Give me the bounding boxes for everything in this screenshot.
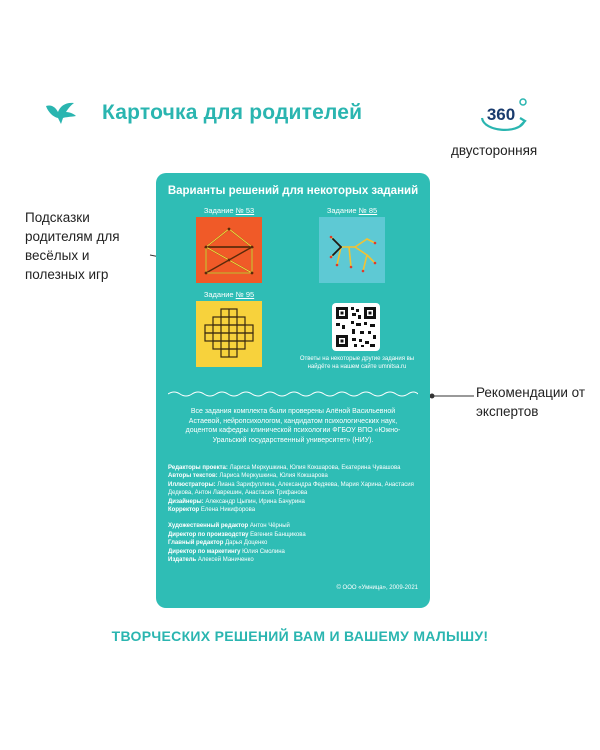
credits-block: [168, 464, 418, 564]
credit-row: Авторы текстов: Лариса Меркушкина, Юлия Кокшарова: [168, 473, 328, 480]
credit-row: Иллюстраторы: Лиана Зарифуллина, Александра Федяева, Мария Харина, Анастасия Дедкова, Антон Лаврешин, Анастасия Трифанова: [168, 481, 414, 497]
credit-row: Дизайнеры: Александр Цыпин, Ирина Бачурина: [168, 498, 305, 505]
slogan: ТВОРЧЕСКИХ РЕШЕНИЙ ВАМ И ВАШЕМУ МАЛЫШУ!: [111, 628, 489, 644]
credit-row: Редакторы проекта: Лариса Меркушкина, Юлия Кокшарова, Екатерина Чувашова: [168, 465, 401, 471]
wave-divider: [168, 389, 418, 399]
bird-logo-icon: [44, 100, 78, 126]
badge-360-text: 360: [486, 105, 516, 124]
credit-row: Директор по маркетингу Юлия Смолина: [168, 548, 285, 555]
task-number: № 53: [235, 206, 255, 215]
task-prefix: Задание: [203, 206, 234, 215]
task-prefix: Задание: [326, 206, 357, 215]
task-prefix: Задание: [203, 290, 234, 299]
qr-caption: Ответы на некоторые другие задания вы найдёте на нашем сайте umnitsa.ru: [299, 356, 415, 370]
task-label-95: [189, 290, 269, 299]
task-95-image: [196, 301, 262, 367]
card-title: Варианты решений для некоторых заданий: [167, 185, 419, 197]
expert-review-text: Все задания комплекта были проверены Алёной Васильевной Астаевой, нейропсихологом, кандидатом психологических наук, доцентом кафедры клинической психологии ФГБОУ ВПО «Южно-Уральский государственный университет» (НИУ).: [185, 408, 401, 444]
callout-dot-right: [430, 394, 435, 399]
credit-row: Издатель Алексей Маниченко: [168, 557, 254, 564]
note-experts: Рекомендации от экспертов: [476, 385, 586, 419]
rotate-360-icon: [478, 96, 528, 138]
copyright: © ООО «Умница», 2009-2021: [336, 585, 418, 591]
parent-card: [156, 173, 430, 608]
task-number: № 95: [235, 290, 255, 299]
qr-code-icon: [332, 303, 380, 351]
credit-row: Главный редактор Дарья Доценко: [168, 540, 268, 547]
credit-row: Художественный редактор Антон Чёрный: [168, 523, 290, 530]
task-label-85: [312, 206, 392, 215]
task-85-image: [319, 217, 385, 283]
credit-row: Корректор Елена Никифорова: [168, 507, 256, 514]
qr-code[interactable]: [332, 303, 380, 351]
note-hints: Подсказки родителям для весёлых и полезных игр: [25, 210, 120, 282]
task-53-image: [196, 217, 262, 283]
task-label-53: [189, 206, 269, 215]
task-number: № 85: [358, 206, 378, 215]
credit-row: Директор по производству Евгения Банщикова: [168, 531, 306, 538]
badge-label: двусторонняя: [451, 143, 538, 158]
page-title: Карточка для родителей: [102, 101, 363, 124]
